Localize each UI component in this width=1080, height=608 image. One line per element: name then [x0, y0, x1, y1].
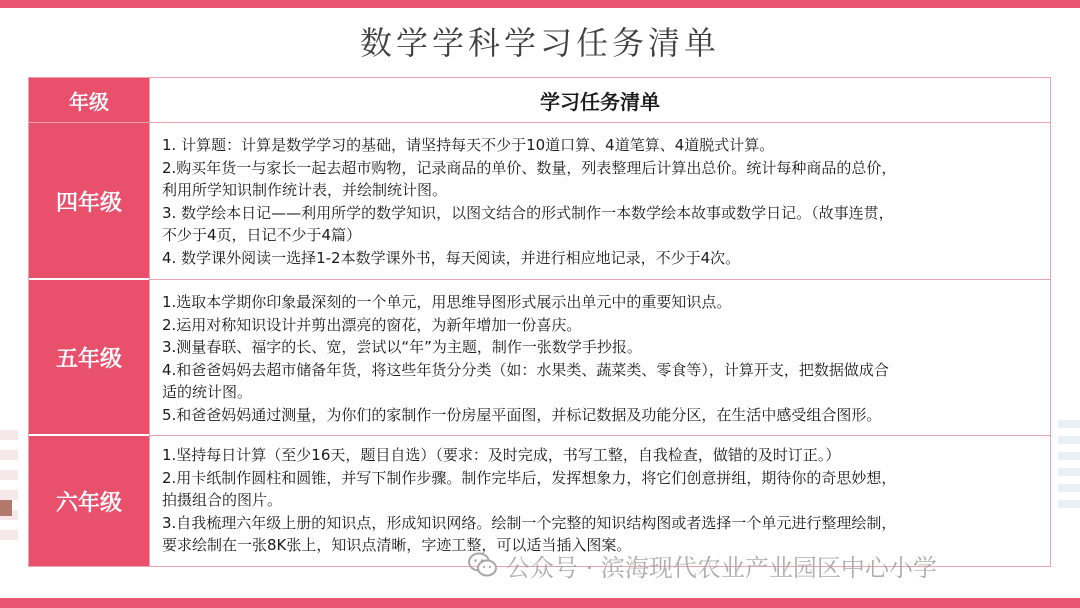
top-band: [0, 0, 1080, 8]
left-decoration: [0, 430, 18, 550]
right-decoration: [1058, 420, 1080, 510]
task-item: 2.购买年货一与家长一起去超市购物，记录商品的单价、数量，列表整理后计算出总价。统计每种商品的总价，: [162, 158, 897, 177]
header-tasks-cell: 学习任务清单: [149, 78, 1050, 122]
page-title: 数学学科学习任务清单: [359, 24, 720, 62]
task-item: 2.运用对称知识设计并剪出漂亮的窗花，为新年增加一份喜庆。: [162, 315, 582, 334]
task-item: 3. 数学绘本日记——利用所学的数学知识，以图文结合的形式制作一本数学绘本故事或数学日记。（故事连贯，: [162, 203, 894, 222]
task-item: 利用所学知识制作统计表，并绘制统计图。: [162, 181, 448, 199]
task-item: 3.自我梳理六年级上册的知识点，形成知识网络。绘制一个完整的知识结构图或者选择一个单元进行整理绘制，: [162, 513, 897, 532]
task-item: 拍摄组合的图片。: [162, 491, 283, 509]
wechat-icon: [468, 552, 498, 578]
table-row-grade5: [29, 280, 1050, 435]
grade6-cell: 六年级: [29, 436, 149, 566]
grade6-tasks: [149, 436, 1050, 566]
task-item: 4. 数学课外阅读一选择1-2本数学课外书，每天阅读，并进行相应地记录，不少于4次。: [162, 248, 741, 267]
task-item: 不少于4页，日记不少于4篇）: [162, 226, 362, 244]
grade5-cell: 五年级: [29, 280, 149, 435]
task-item: 5.和爸爸妈妈通过测量，为你们的家制作一份房屋平面图，并标记数据及功能分区，在生活中感受组合图形。: [162, 405, 882, 424]
table-header-row: [29, 78, 1050, 122]
grade5-tasks: [149, 280, 1050, 435]
grade4-tasks: [149, 123, 1050, 279]
watermark-text: 公众号 · 滨海现代农业产业园区中心小学: [506, 553, 937, 582]
task-item: 4.和爸爸妈妈去超市储备年货，将这些年货分分类（如：水果类、蔬菜类、零食等），计算开支，把数据做成合: [162, 360, 889, 379]
grade4-cell: 四年级: [29, 123, 149, 279]
task-item: 适的统计图。: [162, 383, 253, 401]
task-item: 2.用卡纸制作圆柱和圆锥，并写下制作步骤。制作完毕后，发挥想象力，将它们创意拼组，期待你的奇思妙想，: [162, 468, 897, 487]
table-row-grade4: [29, 123, 1050, 279]
header-grade-cell: 年级: [29, 78, 149, 122]
task-table: [28, 77, 1051, 567]
task-item: 1.选取本学期你印象最深刻的一个单元，用思维导图形式展示出单元中的重要知识点。: [162, 293, 732, 311]
task-item: 要求绘制在一张8K张上，知识点清晰，字迹工整，可以适当插入图案。: [162, 536, 632, 554]
bottom-band: [0, 598, 1080, 608]
task-item: 3.测量春联、福字的长、宽，尝试以“年”为主题，制作一张数学手抄报。: [162, 338, 642, 356]
task-item: 1.坚持每日计算（至少16天，题目自选）（要求：及时完成，书写工整，自我检查，做错的及时订正。）: [162, 446, 841, 464]
table-row-grade6: [29, 436, 1050, 566]
task-item: 1. 计算题：计算是数学学习的基础，请坚持每天不少于10道口算、4道笔算、4道脱式计算。: [162, 136, 775, 154]
watermark: [468, 548, 937, 582]
